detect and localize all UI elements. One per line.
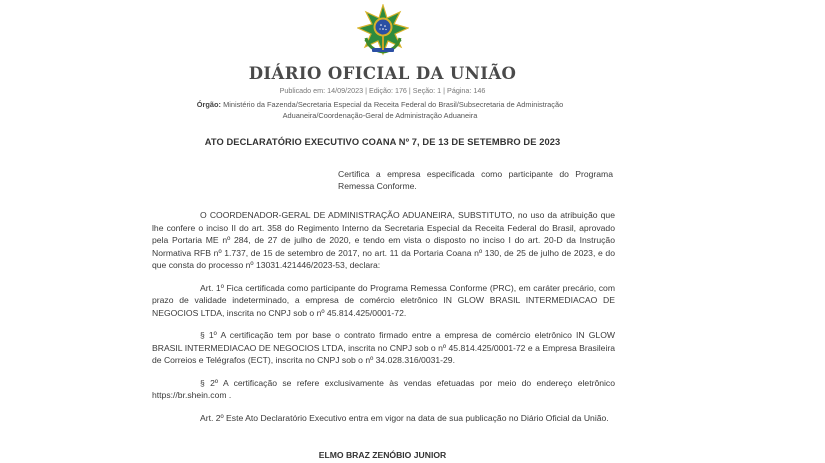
preamble-paragraph: O COORDENADOR-GERAL DE ADMINISTRAÇÃO ADUANEIRA, SUBSTITUTO, no uso da atribuição que lhe confere o inciso II do art. 358 do Regimento Interno da Secretaria Especial da Receita Federal do Brasil, aprovado pela Portaria ME nº 284, de 27 de julho de 2020, e tendo em vista o disposto no inciso I do art. 20-D da Instrução Normativa RFB nº 1.737, de 15 de setembro de 2017, no art. 11 da Portaria Coana nº 130, de 25 de julho de 2023, e do que consta do processo nº 13031.421446/2023-53, declara: — [152, 210, 615, 270]
orgao-line — [165, 99, 595, 121]
article-2-paragraph: Art. 2º Este Ato Declaratório Executivo entra em vigor na data de sua publicação no Diário Oficial da União. — [200, 412, 609, 423]
orgao-text: Ministério da Fazenda/Secretaria Especial da Receita Federal do Brasil/Subsecretaria de Administração Aduaneira/Coordenação-Geral de Administração Aduaneira — [223, 100, 564, 120]
act-ementa: Certifica a empresa especificada como participante do Programa Remessa Conforme. — [338, 169, 613, 191]
masthead-title: DIÁRIO OFICIAL DA UNIÃO — [248, 64, 517, 83]
brazil-coat-of-arms-icon — [357, 4, 409, 56]
signature-name: ELMO BRAZ ZENÓBIO JUNIOR — [318, 450, 447, 460]
publication-info: Publicado em: 14/09/2023 | Edição: 176 | Seção: 1 | Página: 146 — [279, 86, 486, 95]
article-1-paragraph: Art. 1º Fica certificada como participante do Programa Remessa Conforme (PRC), em caráter precário, com prazo de validade indeterminado, a empresa de comércio eletrônico IN GLOW BRASIL INTERMEDIACAO DE NEGOCIOS LTDA, inscrita no CNPJ sob o nº 45.814.425/0001-72. — [152, 282, 615, 318]
act-title: ATO DECLARATÓRIO EXECUTIVO COANA Nº 7, DE 13 DE SETEMBRO DE 2023 — [204, 137, 561, 147]
orgao-label: Órgão: — [196, 100, 221, 109]
act-body — [152, 209, 615, 434]
paragraph-2: § 2º A certificação se refere exclusivamente às vendas efetuadas por meio do endereço eletrônico https://br.shein.com . — [152, 377, 615, 400]
paragraph-1: § 1º A certificação tem por base o contrato firmado entre a empresa de comércio eletrônico IN GLOW BRASIL INTERMEDIACAO DE NEGOCIOS LTDA, inscrita no CNPJ sob o nº 45.814.425/0001-72 e a Empresa Brasileira de Correios e Telégrafos (ECT), inscrita no CNPJ sob o nº 34.028.316/0031-29. — [152, 330, 615, 365]
